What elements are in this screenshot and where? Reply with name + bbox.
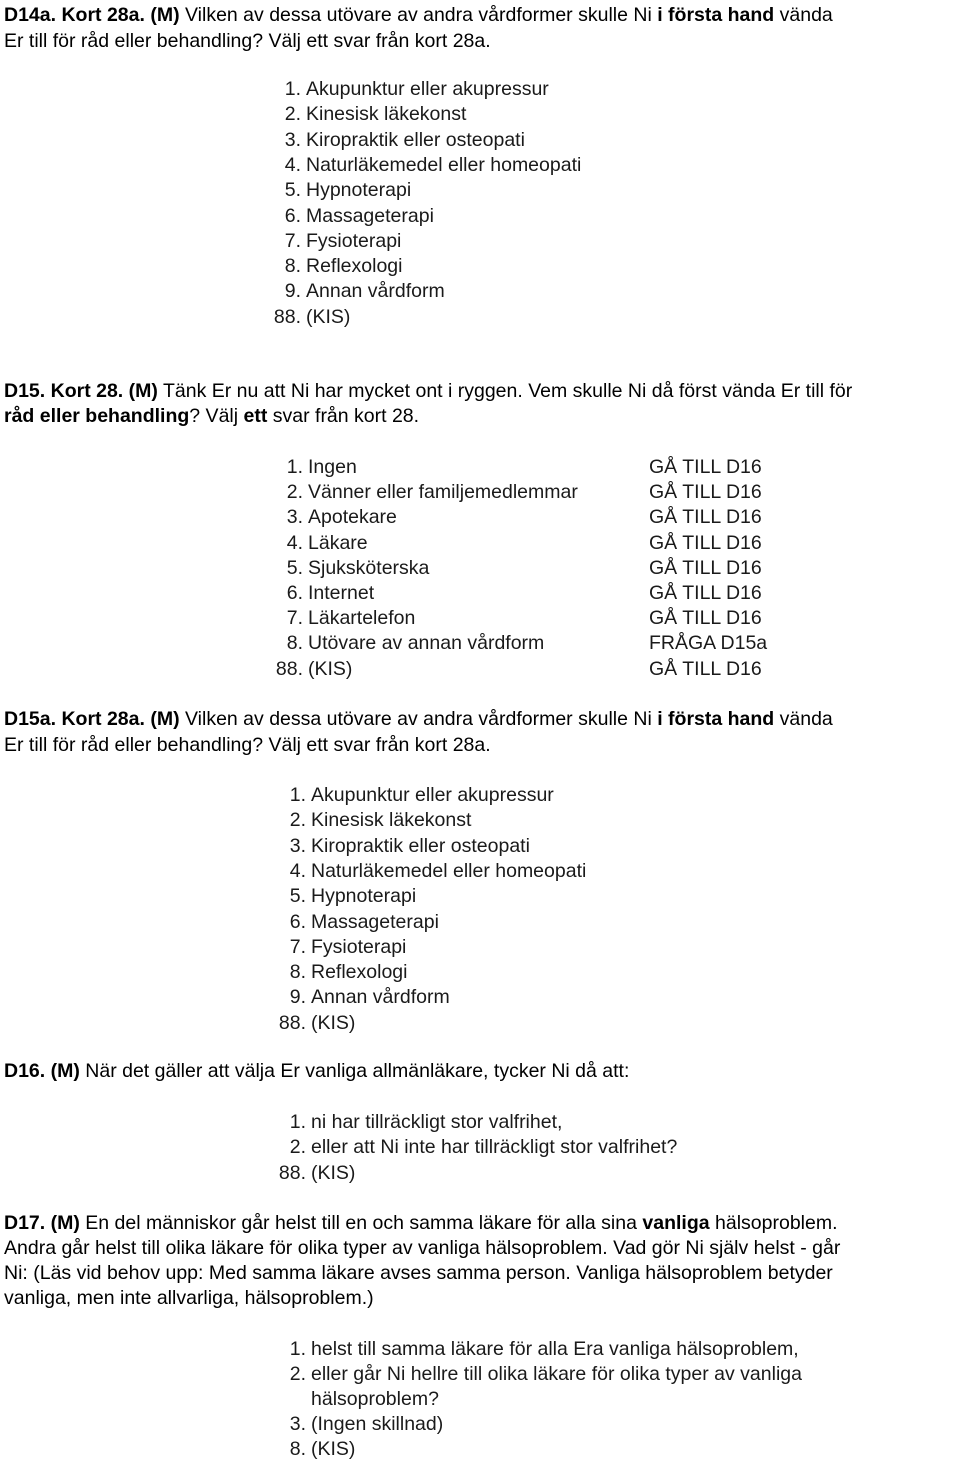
option-number: 5.: [286, 556, 303, 579]
d15-question-line-2: [4, 404, 419, 429]
option-number: 5.: [284, 179, 301, 202]
option-number: 3.: [289, 834, 306, 857]
option-label: eller går Ni hellre till olika läkare för olika typer av vanliga: [311, 1363, 802, 1385]
question-emphasis: vanliga: [642, 1212, 710, 1234]
d17-question-line-1: [4, 1211, 838, 1236]
question-id: D14a.: [4, 4, 57, 26]
d16-question-line-1: [4, 1059, 629, 1084]
question-text: hälsoproblem.: [715, 1212, 838, 1234]
option-number: 6.: [286, 582, 303, 604]
question-text: Vilken av dessa utövare av andra vårdformer skulle Ni: [185, 708, 652, 730]
option-number: 7.: [284, 229, 301, 252]
option-label: Annan vårdform: [311, 986, 450, 1009]
question-id: D15a.: [4, 708, 57, 730]
option-number: 4.: [286, 531, 303, 554]
option-number: 4.: [284, 153, 301, 176]
question-text: svar från kort 28.: [272, 405, 420, 427]
multi-marker: (M): [150, 4, 180, 26]
option-number: 3.: [289, 1413, 306, 1435]
option-number: 9.: [289, 986, 306, 1009]
option-route-instruction: GÅ TILL D16: [649, 657, 762, 680]
option-label: Kiropraktik eller osteopati: [311, 834, 530, 857]
option-number: 9.: [284, 280, 301, 303]
option-label: Kinesisk läkekonst: [306, 103, 467, 126]
question-emphasis: i första hand: [657, 708, 775, 730]
option-label: eller att Ni inte har tillräckligt stor valfrihet?: [311, 1136, 678, 1159]
option-number: 88.: [278, 1011, 306, 1034]
option-label: Naturläkemedel eller homeopati: [306, 153, 582, 176]
question-text: Tänk Er nu att Ni har mycket ont i ryggen. Vem skulle Ni då först vända Er till för: [162, 380, 853, 402]
option-label: hälsoproblem?: [311, 1388, 439, 1410]
question-id: D15.: [4, 380, 46, 402]
card-ref: Kort 28a.: [61, 4, 145, 26]
option-route-instruction: GÅ TILL D16: [649, 506, 762, 529]
d17-question-line-2: Andra går helst till olika läkare för olika typer av vanliga hälsoproblem. Vad gör Ni själv helst - går: [4, 1237, 841, 1259]
option-label: Apotekare: [308, 506, 397, 529]
option-label: Fysioterapi: [311, 935, 407, 958]
option-label: ni har tillräckligt stor valfrihet,: [311, 1111, 563, 1133]
question-text: En del människor går helst till en och samma läkare för alla sina: [85, 1212, 637, 1234]
option-label: Vänner eller familjemedlemmar: [308, 481, 578, 504]
multi-marker: (M): [150, 708, 180, 730]
question-text: vända: [779, 708, 833, 730]
option-label: Fysioterapi: [306, 229, 402, 252]
option-number: 6.: [289, 910, 306, 933]
option-label: Kinesisk läkekonst: [311, 809, 472, 832]
option-route-instruction: GÅ TILL D16: [649, 582, 762, 604]
option-label: Annan vårdform: [306, 280, 445, 303]
question-text: vända: [779, 4, 833, 26]
option-route-instruction: GÅ TILL D16: [649, 556, 762, 579]
option-label: Hypnoterapi: [306, 179, 412, 202]
option-number: 8.: [289, 1438, 306, 1460]
question-emphasis: i första hand: [657, 4, 775, 26]
question-text: När det gäller att välja Er vanliga allmänläkare, tycker Ni då att:: [85, 1060, 630, 1082]
d14a-question-line-1: [4, 3, 833, 28]
d17-question-line-4: vanliga, men inte allvarliga, hälsoproblem.): [4, 1287, 374, 1309]
multi-marker: (M): [50, 1060, 80, 1082]
d15a-question-line-2: Er till för råd eller behandling? Välj ett svar från kort 28a.: [4, 734, 491, 756]
d14a-question-line-2: Er till för råd eller behandling? Välj ett svar från kort 28a.: [4, 30, 491, 52]
option-route-instruction: FRÅGA D15a: [649, 632, 768, 655]
option-label: Akupunktur eller akupressur: [306, 78, 549, 100]
option-label: Internet: [308, 582, 375, 604]
question-id: D17.: [4, 1212, 46, 1234]
option-number: 1.: [289, 1111, 306, 1133]
option-label: Hypnoterapi: [311, 885, 417, 908]
multi-marker: (M): [128, 380, 158, 402]
option-number: 88.: [273, 305, 301, 328]
d15-question-line-1: [4, 379, 852, 404]
option-label: (KIS): [311, 1438, 356, 1460]
question-emphasis: ett: [243, 405, 268, 427]
option-number: 1.: [286, 456, 303, 478]
option-label: Reflexologi: [306, 255, 403, 278]
option-number: 1.: [289, 1338, 306, 1360]
option-number: 7.: [289, 935, 306, 958]
option-number: 2.: [284, 103, 301, 126]
option-number: 8.: [289, 961, 306, 984]
option-label: (KIS): [308, 657, 353, 680]
question-text: ? Välj: [189, 405, 239, 427]
option-label: Massageterapi: [311, 910, 439, 933]
option-number: 3.: [286, 506, 303, 529]
option-route-instruction: GÅ TILL D16: [649, 607, 762, 630]
card-ref: Kort 28a.: [61, 708, 145, 730]
option-label: Utövare av annan vårdform: [308, 632, 545, 655]
option-number: 7.: [286, 607, 303, 630]
option-number: 3.: [284, 128, 301, 151]
question-id: D16.: [4, 1060, 46, 1082]
card-ref: Kort 28.: [50, 380, 124, 402]
option-number: 2.: [289, 1363, 306, 1385]
option-number: 6.: [284, 204, 301, 227]
option-number: 2.: [289, 809, 306, 832]
option-number: 4.: [289, 859, 306, 882]
option-label: (Ingen skillnad): [311, 1413, 444, 1435]
option-route-instruction: GÅ TILL D16: [649, 531, 762, 554]
option-label: Läkartelefon: [308, 607, 416, 630]
option-number: 88.: [278, 1161, 306, 1184]
option-label: Akupunktur eller akupressur: [311, 784, 554, 806]
option-label: Massageterapi: [306, 204, 434, 227]
d15a-question-line-1: [4, 707, 833, 732]
option-number: 8.: [286, 632, 303, 655]
option-number: 1.: [289, 784, 306, 806]
option-number: 88.: [275, 657, 303, 680]
option-label: Ingen: [308, 456, 357, 478]
option-label: Naturläkemedel eller homeopati: [311, 859, 587, 882]
option-route-instruction: GÅ TILL D16: [649, 481, 762, 504]
option-label: Kiropraktik eller osteopati: [306, 128, 525, 151]
option-number: 2.: [286, 481, 303, 504]
option-label: Läkare: [308, 531, 368, 554]
option-number: 5.: [289, 885, 306, 908]
option-label: (KIS): [311, 1161, 356, 1184]
option-label: Reflexologi: [311, 961, 408, 984]
option-label: helst till samma läkare för alla Era vanliga hälsoproblem,: [311, 1338, 799, 1360]
option-label: (KIS): [306, 305, 351, 328]
question-emphasis: råd eller behandling: [4, 405, 190, 427]
option-number: 2.: [289, 1136, 306, 1159]
d17-question-line-3: Ni: (Läs vid behov upp: Med samma läkare avses samma person. Vanliga hälsoproblem betyder: [4, 1262, 833, 1284]
option-number: 1.: [284, 78, 301, 100]
option-label: (KIS): [311, 1011, 356, 1034]
option-route-instruction: GÅ TILL D16: [649, 456, 762, 478]
question-text: Vilken av dessa utövare av andra vårdformer skulle Ni: [185, 4, 652, 26]
option-label: Sjuksköterska: [308, 556, 430, 579]
option-number: 8.: [284, 255, 301, 278]
multi-marker: (M): [50, 1212, 80, 1234]
